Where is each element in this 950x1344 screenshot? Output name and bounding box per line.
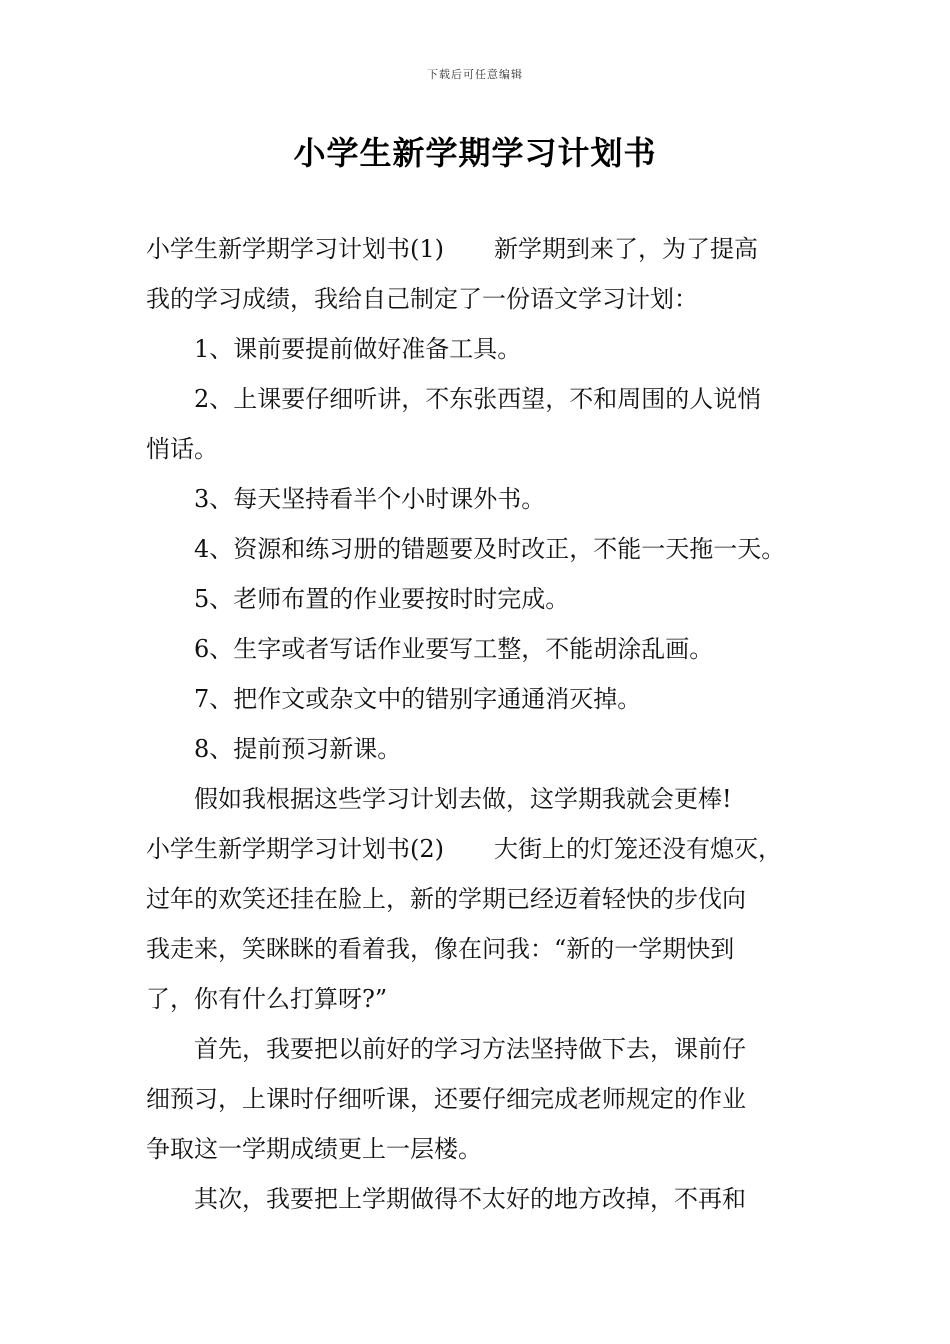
body-line [146, 824, 816, 874]
body-text-run: 大街上的灯笼还没有熄灭， [494, 835, 782, 863]
body-line: 假如我根据这些学习计划去做，这学期我就会更棒! [194, 785, 732, 813]
body-line: 过年的欢笑还挂在脸上，新的学期已经迈着轻快的步伐向 [146, 885, 746, 913]
document-body [146, 224, 816, 1224]
body-line: 其次，我要把上学期做得不太好的地方改掉，不再和 [194, 1185, 746, 1213]
header-note: 下载后可任意编辑 [427, 68, 523, 81]
body-line: 7、把作文或杂文中的错别字通通消灭掉。 [194, 685, 642, 713]
body-line: 2、上课要仔细听讲，不东张西望，不和周围的人说悄 [194, 385, 762, 413]
body-line: 3、每天坚持看半个小时课外书。 [194, 485, 546, 513]
body-line: 了，你有什么打算呀?” [146, 985, 388, 1013]
body-text-run: 新学期到来了，为了提高 [494, 235, 758, 263]
document-title: 小学生新学期学习计划书 [293, 134, 657, 172]
body-line: 5、老师布置的作业要按时时完成。 [194, 585, 570, 613]
body-line: 4、资源和练习册的错题要及时改正，不能一天拖一天。 [194, 535, 786, 563]
section-heading: 小学生新学期学习计划书(1) [146, 235, 444, 263]
body-line: 1、课前要提前做好准备工具。 [194, 335, 522, 363]
body-line: 我的学习成绩，我给自己制定了一份语文学习计划： [146, 285, 698, 313]
body-line: 8、提前预习新课。 [194, 735, 402, 763]
body-line: 争取这一学期成绩更上一层楼。 [146, 1135, 482, 1163]
body-line: 首先，我要把以前好的学习方法坚持做下去，课前仔 [194, 1035, 746, 1063]
body-line: 我走来，笑眯眯的看着我，像在问我：“新的一学期快到 [146, 935, 735, 963]
body-line: 悄话。 [146, 435, 218, 463]
body-line [146, 224, 816, 274]
section-heading: 小学生新学期学习计划书(2) [146, 835, 444, 863]
body-line: 6、生字或者写话作业要写工整，不能胡涂乱画。 [194, 635, 714, 663]
body-line: 细预习，上课时仔细听课，还要仔细完成老师规定的作业 [146, 1085, 746, 1113]
